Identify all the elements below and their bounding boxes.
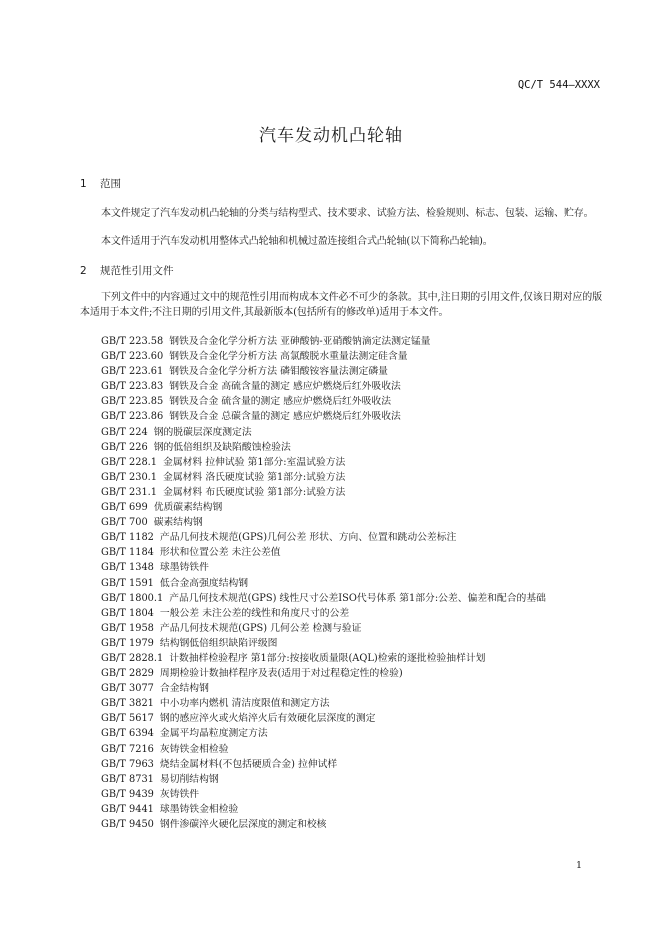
reference-item [80, 606, 602, 621]
reference-item [80, 455, 602, 470]
reference-title: 钢件渗碳淬火硬化层深度的测定和校核 [159, 819, 327, 830]
page-number: 1 [575, 860, 582, 871]
reference-title: 金属平均晶粒度测定方法 [159, 728, 268, 740]
reference-title: 金属材料 布氏硬度试验 第1部分:试验方法 [163, 486, 346, 498]
reference-title: 结构钢低倍组织缺陷评级图 [159, 637, 278, 649]
reference-title: 灰铸铁件 [159, 788, 200, 800]
section-1-title: 范围 [100, 178, 121, 190]
reference-item [80, 621, 602, 636]
reference-code: GB/T 230.1 [101, 471, 158, 483]
reference-code: GB/T 9441 [101, 803, 154, 815]
reference-code: GB/T 1800.1 [101, 592, 164, 604]
reference-code: GB/T 224 [101, 426, 148, 438]
reference-item [80, 409, 602, 424]
reference-title: 产品几何技术规范(GPS) 几何公差 检测与验证 [159, 622, 362, 634]
reference-code: GB/T 223.86 [101, 411, 164, 423]
reference-code: GB/T 1591 [101, 577, 154, 589]
reference-title: 一般公差 未注公差的线性和角度尺寸的公差 [159, 607, 350, 619]
reference-code: GB/T 226 [101, 441, 148, 453]
reference-title: 钢的感应淬火或火焰淬火后有效硬化层深度的测定 [159, 713, 376, 725]
reference-code: GB/T 223.61 [101, 366, 164, 378]
reference-code: GB/T 2828.1 [101, 652, 164, 664]
reference-item [80, 485, 602, 500]
reference-code: GB/T 1958 [101, 622, 154, 634]
reference-item [80, 711, 602, 726]
reference-title: 球墨铸铁件 [159, 562, 209, 574]
reference-title: 中小功率内燃机 清洁度限值和测定方法 [159, 698, 330, 710]
reference-item [80, 364, 602, 379]
reference-code: GB/T 3821 [101, 698, 154, 710]
reference-item [80, 666, 602, 681]
reference-item [80, 802, 602, 817]
reference-code: GB/T 223.85 [101, 396, 164, 408]
reference-item [80, 757, 602, 772]
reference-title: 计数抽样检验程序 第1部分:按接收质量限(AQL)检索的逐批检验抽样计划 [169, 652, 486, 664]
reference-item [80, 636, 602, 651]
reference-title: 钢铁及合金 硫含量的测定 感应炉燃烧后红外吸收法 [169, 396, 392, 408]
reference-code: GB/T 1182 [101, 532, 154, 544]
reference-item [80, 425, 602, 440]
reference-code: GB/T 9439 [101, 788, 154, 800]
reference-item [80, 545, 602, 560]
reference-item [80, 787, 602, 802]
section-2-number: 2 [80, 265, 87, 277]
reference-code: GB/T 2829 [101, 668, 154, 680]
reference-title: 钢铁及合金化学分析方法 亚砷酸钠-亚硝酸钠滴定法测定锰量 [169, 336, 431, 347]
reference-item [80, 560, 602, 575]
document-code: QC/T 544—XXXX [517, 79, 600, 91]
reference-code: GB/T 1184 [101, 547, 154, 559]
reference-code: GB/T 223.58 [101, 336, 164, 347]
reference-item [80, 334, 602, 349]
reference-item [80, 726, 602, 741]
reference-code: GB/T 1348 [101, 562, 154, 574]
reference-item [80, 500, 602, 515]
reference-item [80, 817, 602, 832]
reference-title: 周期检验计数抽样程序及表(适用于对过程稳定性的检验) [159, 668, 403, 680]
reference-code: GB/T 8731 [101, 773, 154, 785]
reference-title: 金属材料 洛氏硬度试验 第1部分:试验方法 [163, 471, 346, 483]
reference-item [80, 576, 602, 591]
reference-title: 钢铁及合金 高硫含量的测定 感应炉燃烧后红外吸收法 [169, 381, 401, 393]
reference-item [80, 440, 602, 455]
section-2-title: 规范性引用文件 [100, 265, 174, 277]
reference-code: GB/T 9450 [101, 819, 154, 830]
reference-item [80, 530, 602, 545]
reference-code: GB/T 228.1 [101, 456, 158, 468]
reference-code: GB/T 7216 [101, 743, 154, 755]
reference-item [80, 651, 602, 666]
reference-item [80, 349, 602, 364]
reference-title: 产品几何技术规范(GPS)几何公差 形状、方向、位置和跳动公差标注 [159, 532, 457, 544]
reference-code: GB/T 223.60 [101, 351, 164, 363]
reference-title: 易切削结构钢 [159, 773, 219, 785]
reference-title: 形状和位置公差 未注公差值 [159, 547, 281, 559]
document-title: 汽车发动机凸轮轴 [259, 126, 403, 146]
reference-item [80, 379, 602, 394]
reference-item [80, 515, 602, 530]
reference-item [80, 394, 602, 409]
reference-item [80, 742, 602, 757]
reference-item [80, 772, 602, 787]
reference-title: 钢的脱碳层深度测定法 [153, 426, 252, 438]
reference-title: 优质碳素结构钢 [153, 502, 223, 514]
reference-code: GB/T 1979 [101, 637, 154, 649]
scope-paragraph-2: 本文件适用于汽车发动机用整体式凸轮轴和机械过盈连接组合式凸轮轴(以下简称凸轮轴)。 [101, 236, 493, 247]
reference-title: 钢铁及合金 总碳含量的测定 感应炉燃烧后红外吸收法 [169, 411, 401, 423]
reference-code: GB/T 5617 [101, 713, 154, 725]
section-1-number: 1 [80, 178, 87, 190]
reference-item [80, 591, 602, 606]
normative-references-intro: 下列文件中的内容通过文中的规范性引用而构成本文件必不可少的条款。其中,注日期的引用文件,仅该日期对应的版本适用于本文件;不注日期的引用文件,其最新版本(包括所有的修改单)适用于本文件。 [80, 292, 602, 318]
reference-title: 金属材料 拉伸试验 第1部分:室温试验方法 [163, 456, 346, 468]
reference-item [80, 696, 602, 711]
reference-code: GB/T 231.1 [101, 486, 158, 498]
section-1-heading [80, 176, 121, 191]
reference-title: 低合金高强度结构钢 [159, 577, 249, 589]
section-2-heading [80, 263, 174, 278]
reference-title: 钢的低倍组织及缺陷酸蚀检验法 [153, 441, 291, 453]
reference-title: 烧结金属材料(不包括硬质合金) 拉伸试样 [159, 758, 338, 770]
reference-item [80, 470, 602, 485]
reference-code: GB/T 223.83 [101, 381, 164, 393]
reference-title: 产品几何技术规范(GPS) 线性尺寸公差ISO代号体系 第1部分:公差、偏差和配合的基础 [169, 592, 546, 604]
reference-code: GB/T 3077 [101, 683, 154, 695]
reference-code: GB/T 7963 [101, 758, 154, 770]
reference-title: 球墨铸铁金相检验 [159, 803, 239, 815]
reference-item [80, 681, 602, 696]
reference-code: GB/T 700 [101, 517, 148, 529]
reference-list [80, 334, 602, 832]
reference-title: 碳素结构钢 [153, 517, 203, 529]
reference-code: GB/T 699 [101, 502, 148, 514]
reference-title: 合金结构钢 [159, 683, 209, 695]
reference-code: GB/T 6394 [101, 728, 154, 740]
scope-paragraph-1: 本文件规定了汽车发动机凸轮轴的分类与结构型式、技术要求、试验方法、检验规则、标志、包装、运输、贮存。 [101, 208, 594, 219]
reference-title: 灰铸铁金相检验 [159, 743, 229, 755]
reference-title: 钢铁及合金化学分析方法 高氯酸脱水重量法测定硅含量 [169, 351, 408, 363]
reference-title: 钢铁及合金化学分析方法 磷钼酸铵容量法测定磷量 [169, 366, 388, 378]
reference-code: GB/T 1804 [101, 607, 154, 619]
